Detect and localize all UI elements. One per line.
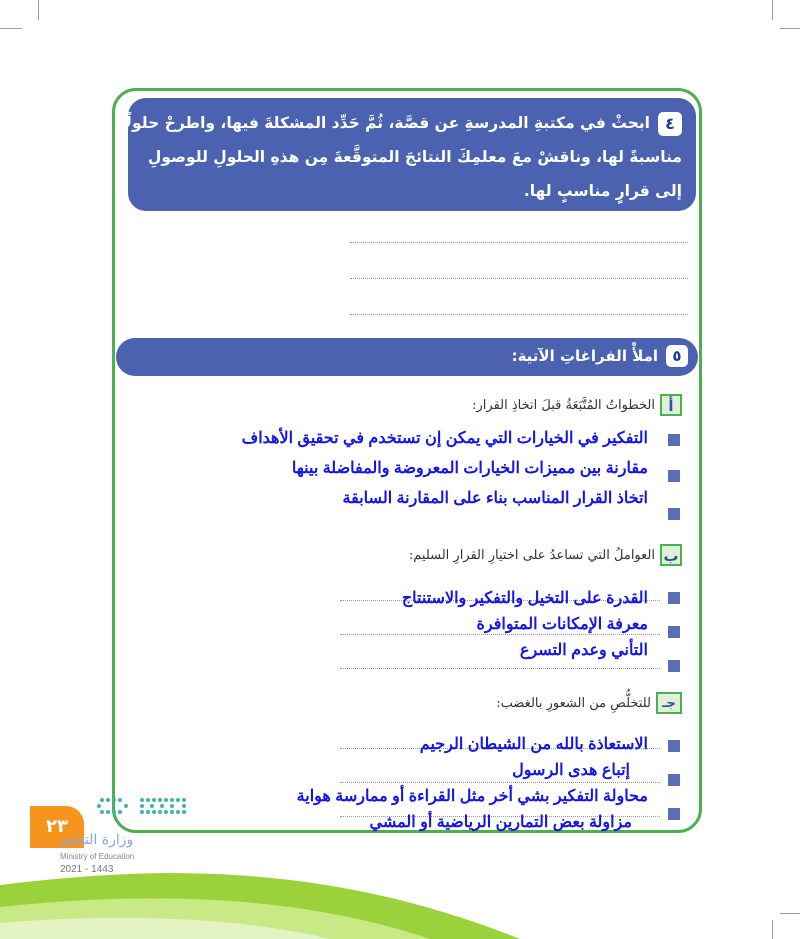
bullet-icon <box>668 808 680 820</box>
page-number: ٢٣ <box>30 806 84 848</box>
section-c-text: للتخلُّصِ من الشعورِ بالغضب: <box>496 695 651 711</box>
answer-line[interactable] <box>340 668 660 669</box>
bullet-icon <box>668 434 680 446</box>
answer-line[interactable] <box>340 782 660 783</box>
bullet-icon <box>668 774 680 786</box>
answer-line[interactable] <box>350 278 688 279</box>
section-a-text: الخطواتُ المُتَّبَعَةُ قبلَ اتخاذِ القرار: <box>472 397 655 413</box>
answer-text[interactable]: محاولة التفكير بشي أخر مثل القراءة أو ممارسة هواية <box>296 788 648 805</box>
bullet-icon <box>668 740 680 752</box>
answer-text[interactable]: مقارنة بين مميزات الخيارات المعروضة والمفاضلة بينها <box>291 460 648 477</box>
answer-text[interactable]: التأني وعدم التسرع <box>519 642 648 659</box>
crop-mark <box>0 28 22 29</box>
crop-mark <box>780 913 800 914</box>
answer-text[interactable]: الاستعاذة بالله من الشيطان الرجيم <box>419 736 648 753</box>
section-b-text: العواملُ التي تساعدُ على اختيارِ القرارِ السليم: <box>408 547 655 563</box>
answer-text[interactable]: اتخاذ القرار المناسب بناء على المقارنة السابقة <box>342 490 648 507</box>
ministry-name-english: Ministry of Education <box>60 852 135 861</box>
section-c-heading <box>496 692 682 714</box>
section-a-letter: أ <box>660 394 682 416</box>
question-4-line-3: إلى قرارٍ مناسبٍ لها. <box>523 182 682 200</box>
question-5-header <box>116 338 698 376</box>
section-b-heading <box>409 544 682 566</box>
question-5-title: املأْ الفراغاتِ الآتية: <box>511 347 658 365</box>
answer-line[interactable] <box>350 242 688 243</box>
bullet-icon <box>668 660 680 672</box>
question-4-box <box>120 98 696 211</box>
edition-year: 2021 - 1443 <box>60 864 114 875</box>
question-4-line-2: مناسبةً لها، وناقشْ معَ معلمِكَ النتائجَ المتوقَّعةَ مِن هذهِ الحلولِ للوصولِ <box>147 148 682 166</box>
crop-mark <box>38 0 39 20</box>
ministry-name-arabic: وزارة التعليم <box>60 832 134 848</box>
bullet-icon <box>668 592 680 604</box>
answer-text[interactable]: التفكير في الخيارات التي يمكن إن تستخدم في تحقيق الأهداف <box>241 430 648 447</box>
crop-mark <box>772 0 773 20</box>
question-5-number: ٥ <box>666 345 688 367</box>
bullet-icon <box>668 626 680 638</box>
question-4-number: ٤ <box>658 112 682 136</box>
section-b-letter: ب <box>660 544 682 566</box>
answer-text[interactable]: إتباع هدى الرسول <box>512 762 630 779</box>
answer-text[interactable]: مزاولة بعض التمارين الرياضية أو المشي <box>369 814 632 831</box>
answer-line[interactable] <box>340 634 660 635</box>
bullet-icon <box>668 508 680 520</box>
crop-mark <box>780 28 800 29</box>
answer-text[interactable]: معرفة الإمكانات المتوافرة <box>476 616 648 633</box>
bullet-icon <box>668 470 680 482</box>
section-a-heading <box>472 394 682 416</box>
answer-line[interactable] <box>350 314 688 315</box>
answer-text[interactable]: القدرة على التخيل والتفكير والاستنتاج <box>401 590 648 607</box>
question-4-line-1: ابحثْ في مكتبةِ المدرسةِ عن قصَّة، ثُمَّ حَدِّد المشكلةَ فيها، واطرحْ حلولًا <box>120 114 650 132</box>
ministry-logo-icon <box>62 792 192 832</box>
section-c-letter: جـ <box>656 692 682 714</box>
crop-mark <box>772 920 773 939</box>
